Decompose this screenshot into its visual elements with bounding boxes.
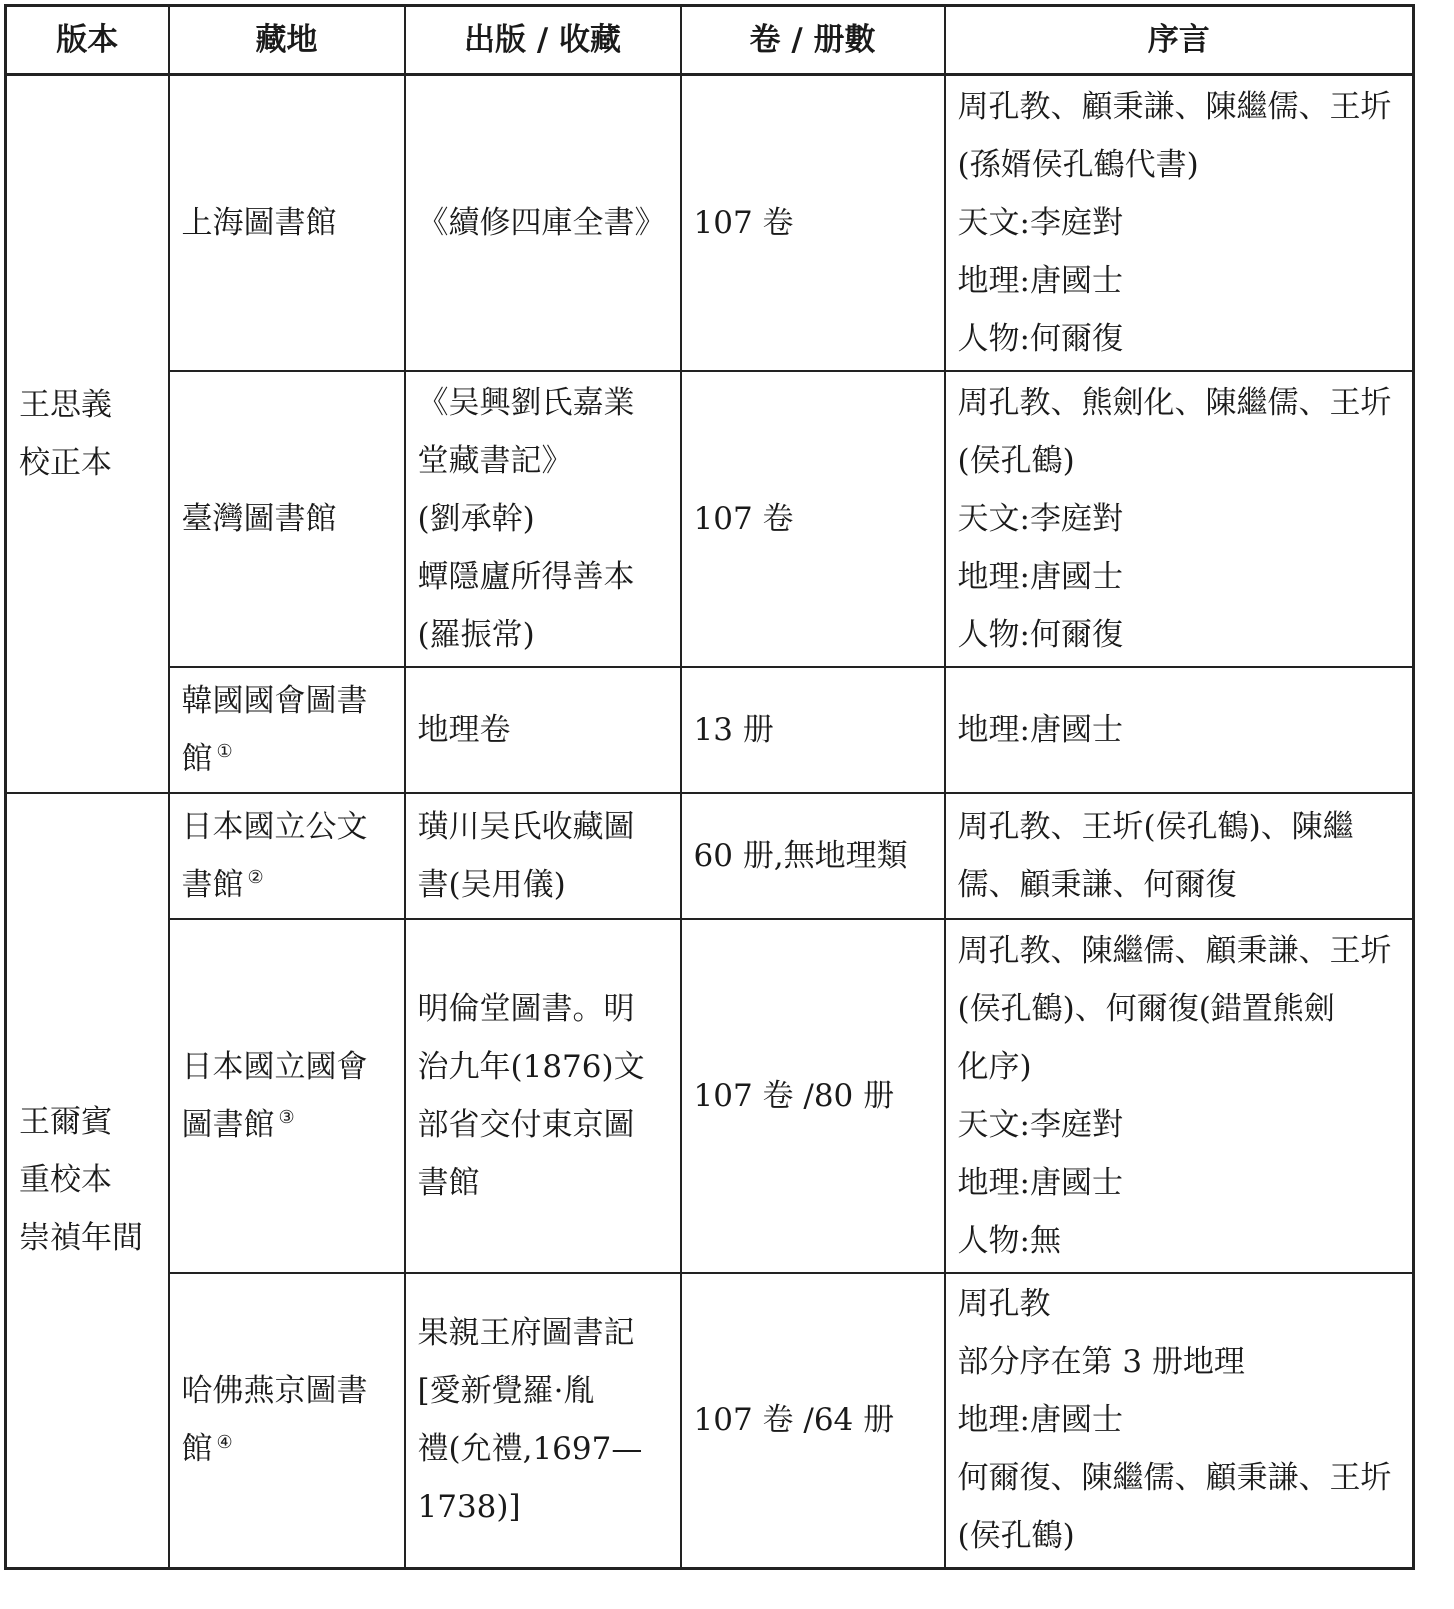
preface-line: 周孔教: [957, 1286, 1051, 1323]
table-row: [6, 75, 1414, 371]
publication-line: 書(吴用儀): [417, 866, 566, 903]
preface-line: 天文:李庭對: [957, 204, 1123, 241]
preface-line: 地理:唐國士: [957, 1164, 1123, 1201]
publication-cell: [405, 371, 681, 667]
footnote-marker: ①: [216, 741, 233, 763]
preface-line: 人物:無: [957, 1222, 1061, 1259]
publication-line: 書館: [417, 1164, 480, 1201]
location-line: 韓國國會圖書: [181, 682, 368, 719]
location-line: 日本國立公文: [181, 808, 368, 845]
preface-cell: [945, 371, 1414, 667]
preface-line: 周孔教、王圻(侯孔鶴)、陳繼: [957, 808, 1354, 845]
table-row: [6, 919, 1414, 1273]
preface-line: (侯孔鶴): [957, 442, 1075, 479]
edition-line: 重校本: [19, 1162, 112, 1199]
table-row: [6, 793, 1414, 919]
edition-cell: [6, 75, 169, 793]
edition-line: 王思義: [19, 386, 112, 423]
preface-line: 天文:李庭對: [957, 500, 1123, 537]
publication-line: 《續修四庫全書》: [417, 204, 666, 241]
header-volumes: 卷 / 册數: [681, 6, 945, 75]
preface-line: 地理:唐國士: [957, 262, 1123, 299]
preface-line: 部分序在第 3 册地理: [957, 1344, 1245, 1381]
preface-line: 周孔教、顧秉謙、陳繼儒、王圻: [957, 88, 1392, 125]
preface-line: (侯孔鶴)、何爾復(錯置熊劍: [957, 990, 1335, 1027]
preface-line: 地理:唐國士: [957, 558, 1123, 595]
footnote-marker: ③: [278, 1107, 295, 1129]
edition-line: 王爾賓: [19, 1104, 112, 1141]
preface-line: (孫婿侯孔鶴代書): [957, 146, 1199, 183]
preface-cell: [945, 75, 1414, 371]
publication-line: 1738)]: [417, 1489, 521, 1526]
footnote-marker: ④: [216, 1431, 233, 1453]
header-location: 藏地: [169, 6, 405, 75]
publication-line: 蟫隱廬所得善本: [417, 558, 635, 595]
header-publication: 出版 / 收藏: [405, 6, 681, 75]
publication-cell: [405, 793, 681, 919]
preface-line: 何爾復、陳繼儒、顧秉謙、王圻: [957, 1460, 1392, 1497]
header-prefaces: 序言: [945, 6, 1414, 75]
publication-line: 地理卷: [417, 711, 511, 748]
location-cell: [169, 793, 405, 919]
edition-line: 崇禎年間: [19, 1220, 143, 1257]
footnote-marker: ②: [247, 867, 264, 889]
publication-line: 堂藏書記》: [417, 442, 573, 479]
preface-line: (侯孔鶴): [957, 1518, 1075, 1555]
publication-line: [愛新覺羅·胤: [417, 1373, 595, 1410]
publication-line: 明倫堂圖書。明: [417, 990, 635, 1027]
header-row: [6, 6, 1414, 75]
volumes-cell: 107 卷 /64 册: [681, 1273, 945, 1569]
edition-line: 校正本: [19, 444, 112, 481]
header-edition: 版本: [6, 6, 169, 75]
location-cell: [169, 1273, 405, 1569]
location-cell: [169, 667, 405, 793]
table-row: [6, 371, 1414, 667]
volumes-cell: 107 卷: [681, 371, 945, 667]
location-line: 館 ①: [181, 740, 233, 777]
publication-line: 禮(允禮,1697—: [417, 1431, 643, 1468]
location-line: 日本國立國會: [181, 1048, 368, 1085]
preface-line: 人物:何爾復: [957, 616, 1123, 653]
preface-cell: [945, 919, 1414, 1273]
volumes-cell: 60 册,無地理類: [681, 793, 945, 919]
publication-cell: [405, 667, 681, 793]
volumes-cell: 13 册: [681, 667, 945, 793]
preface-line: 儒、顧秉謙、何爾復: [957, 866, 1237, 903]
location-line: 館 ④: [181, 1431, 233, 1468]
preface-line: 地理:唐國士: [957, 1402, 1123, 1439]
volumes-cell: 107 卷: [681, 75, 945, 371]
preface-line: 周孔教、陳繼儒、顧秉謙、王圻: [957, 932, 1392, 969]
publication-cell: [405, 919, 681, 1273]
publication-line: (羅振常): [417, 616, 535, 653]
location-line: 上海圖書館: [181, 204, 337, 241]
publication-line: 治九年(1876)文: [417, 1048, 645, 1085]
location-cell: [169, 371, 405, 667]
publication-cell: [405, 75, 681, 371]
publication-line: 果親王府圖書記: [417, 1315, 635, 1352]
preface-line: 天文:李庭對: [957, 1106, 1123, 1143]
publication-line: 璜川吴氏收藏圖: [417, 808, 635, 845]
publication-line: 《吴興劉氏嘉業: [417, 384, 635, 421]
preface-cell: [945, 1273, 1414, 1569]
volumes-cell: 107 卷 /80 册: [681, 919, 945, 1273]
location-cell: [169, 75, 405, 371]
location-line: 哈佛燕京圖書: [181, 1373, 368, 1410]
preface-line: 人物:何爾復: [957, 320, 1123, 357]
table-row: [6, 667, 1414, 793]
preface-cell: [945, 793, 1414, 919]
preface-line: 地理:唐國士: [957, 711, 1123, 748]
publication-line: (劉承幹): [417, 500, 535, 537]
location-line: 圖書館 ③: [181, 1106, 295, 1143]
edition-cell: [6, 793, 169, 1569]
publication-cell: [405, 1273, 681, 1569]
preface-line: 化序): [957, 1048, 1032, 1085]
publication-line: 部省交付東京圖: [417, 1106, 635, 1143]
location-line: 書館 ②: [181, 866, 264, 903]
location-line: 臺灣圖書館: [181, 500, 337, 537]
table-row: [6, 1273, 1414, 1569]
location-cell: [169, 919, 405, 1273]
preface-cell: [945, 667, 1414, 793]
editions-table: [4, 4, 1415, 1570]
preface-line: 周孔教、熊劍化、陳繼儒、王圻: [957, 384, 1392, 421]
